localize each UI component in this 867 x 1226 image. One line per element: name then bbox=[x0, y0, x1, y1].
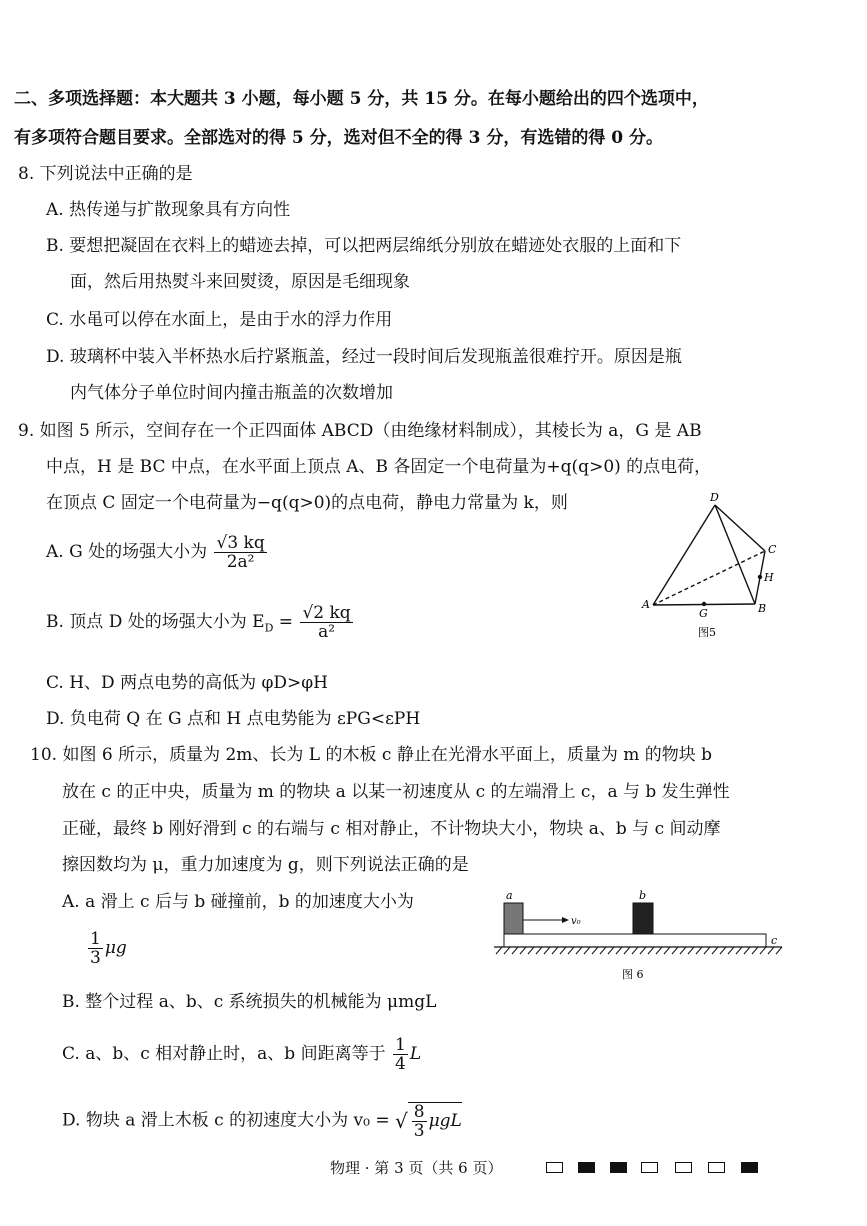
edge-db bbox=[715, 505, 755, 604]
q10-option-c-numerator: 1 bbox=[394, 1035, 406, 1055]
label-d: D bbox=[710, 491, 719, 504]
q9-option-b-equals: = bbox=[273, 612, 294, 632]
edge-ad bbox=[653, 505, 715, 605]
q10-option-a: A. a 滑上 c 后与 b 碰撞前，b 的加速度大小为 bbox=[62, 892, 414, 912]
q10-option-b: B. 整个过程 a、b、c 系统损失的机械能为 μmgL bbox=[62, 992, 437, 1012]
q9-stem-line2: 中点，H 是 BC 中点，在水平面上顶点 A、B 各固定一个电荷量为+q(q>0) 的点电荷， bbox=[46, 457, 712, 477]
q10-option-d-tail: μgL bbox=[428, 1111, 462, 1131]
q9-option-d: D. 负电荷 Q 在 G 点和 H 点电势能为 εPG<εPH bbox=[46, 709, 421, 729]
label-block-a: a bbox=[506, 889, 513, 902]
q9-option-b-fraction bbox=[300, 604, 352, 641]
board-c bbox=[504, 934, 766, 947]
q9-option-b-numerator: √2 kq bbox=[302, 603, 351, 623]
q8-option-b-line1: B. 要想把凝固在衣料上的蜡迹去掉，可以把两层绵纸分别放在蜡迹处衣服的上面和下 bbox=[46, 236, 682, 256]
point-g bbox=[702, 602, 706, 606]
q8-option-d-line2: 内气体分子单位时间内撞击瓶盖的次数增加 bbox=[70, 383, 393, 403]
section-heading-line1: 二、多项选择题：本大题共 3 小题，每小题 5 分，共 15 分。在每小题给出的四个选项中， bbox=[14, 89, 709, 109]
block-a bbox=[504, 903, 523, 934]
q10-option-d-numerator: 8 bbox=[413, 1102, 425, 1122]
q10-option-a-denominator: 3 bbox=[90, 948, 101, 968]
q10-stem-line1: 10. 如图 6 所示，质量为 2m、长为 L 的木板 c 静止在光滑水平面上，质量为 m 的物块 b bbox=[30, 745, 713, 765]
label-a: A bbox=[642, 598, 650, 611]
q10-option-a-numerator: 1 bbox=[90, 929, 101, 949]
q9-option-b-subscript: D bbox=[264, 621, 274, 635]
q9-stem-line1: 9. 如图 5 所示，空间存在一个正四面体 ABCD（由绝缘材料制成），其棱长为 a，G 是 AB bbox=[18, 421, 702, 441]
q10-option-c-text: C. a、b、c 相对静止时，a、b 间距离等于 bbox=[62, 1044, 386, 1064]
ground-hatch bbox=[496, 947, 782, 954]
q10-option-d-text: D. 物块 a 滑上木板 c 的初速度大小为 v₀ = bbox=[62, 1110, 390, 1131]
q10-option-c-fraction bbox=[393, 1036, 408, 1073]
label-b: B bbox=[758, 602, 767, 615]
q10-option-d-denominator: 3 bbox=[413, 1121, 425, 1141]
q10-stem-line2: 放在 c 的正中央，质量为 m 的物块 a 以某一初速度从 c 的左端滑上 c，a 与 b 发生弹性 bbox=[62, 782, 730, 802]
q10-stem-line3: 正碰，最终 b 刚好滑到 c 的右端与 c 相对静止，不计物块大小，物块 a、b 与 c 间动摩 bbox=[62, 819, 721, 839]
q9-option-b-denominator: a² bbox=[318, 622, 336, 642]
label-c: C bbox=[768, 543, 777, 556]
footer-mark bbox=[741, 1162, 758, 1173]
edge-dc bbox=[715, 505, 765, 551]
q10-option-c-denominator: 4 bbox=[394, 1054, 406, 1074]
arrow-head-icon bbox=[562, 917, 569, 923]
label-board-c: c bbox=[771, 934, 778, 947]
label-g: G bbox=[699, 607, 708, 620]
label-h: H bbox=[764, 571, 774, 584]
block-b bbox=[633, 903, 653, 934]
label-v0: v₀ bbox=[571, 916, 581, 927]
q9-option-a-text: A. G 处的场强大小为 bbox=[46, 542, 208, 562]
footer-mark bbox=[675, 1162, 692, 1173]
q10-option-a-tail: μg bbox=[104, 938, 127, 958]
q8-option-d-line1: D. 玻璃杯中装入半杯热水后拧紧瓶盖，经过一段时间后发现瓶盖很难拧开。原因是瓶 bbox=[46, 347, 682, 367]
figure-5-caption: 图5 bbox=[698, 626, 716, 639]
figure-6-caption: 图 6 bbox=[622, 968, 644, 981]
q10-stem-line4: 擦因数均为 μ，重力加速度为 g，则下列说法正确的是 bbox=[62, 855, 469, 875]
q8-option-b-line2: 面，然后用热熨斗来回熨烫，原因是毛细现象 bbox=[70, 272, 410, 292]
q9-stem-line3: 在顶点 C 固定一个电荷量为−q(q>0)的点电荷，静电力常量为 k，则 bbox=[46, 493, 568, 513]
q10-option-a-fraction bbox=[88, 930, 103, 967]
q9-option-a-numerator: √3 kq bbox=[216, 533, 265, 553]
figure-6-board bbox=[492, 888, 787, 988]
q9-option-b-text: B. 顶点 D 处的场强大小为 E bbox=[46, 612, 265, 632]
footer-mark bbox=[578, 1162, 595, 1173]
figure-5-tetrahedron bbox=[640, 488, 790, 648]
footer-mark bbox=[610, 1162, 627, 1173]
q8-stem: 8. 下列说法中正确的是 bbox=[18, 164, 193, 184]
section-heading-line2: 有多项符合题目要求。全部选对的得 5 分，选对但不全的得 3 分，有选错的得 0 分。 bbox=[14, 128, 663, 148]
footer-mark bbox=[708, 1162, 725, 1173]
q10-option-d bbox=[62, 1102, 462, 1140]
label-block-b: b bbox=[639, 889, 647, 902]
q10-option-a-value bbox=[86, 930, 127, 967]
page-footer: 物理 · 第 3 页（共 6 页） bbox=[330, 1159, 503, 1177]
q9-option-b bbox=[46, 604, 355, 641]
q9-option-a-fraction bbox=[214, 534, 266, 571]
q10-option-d-fraction bbox=[412, 1103, 427, 1140]
sqrt-icon: √ bbox=[394, 1109, 408, 1133]
q10-option-c-tail: L bbox=[409, 1044, 422, 1064]
q10-option-c bbox=[62, 1036, 421, 1073]
footer-mark bbox=[641, 1162, 658, 1173]
point-h bbox=[758, 575, 762, 579]
q8-option-c: C. 水黾可以停在水面上，是由于水的浮力作用 bbox=[46, 310, 393, 330]
q9-option-a-denominator: 2a² bbox=[226, 552, 255, 572]
footer-mark bbox=[546, 1162, 563, 1173]
q9-option-a bbox=[46, 534, 269, 571]
q9-option-c: C. H、D 两点电势的高低为 φD>φH bbox=[46, 673, 328, 693]
q8-option-a: A. 热传递与扩散现象具有方向性 bbox=[46, 200, 291, 220]
q10-option-d-radicand bbox=[408, 1102, 462, 1140]
